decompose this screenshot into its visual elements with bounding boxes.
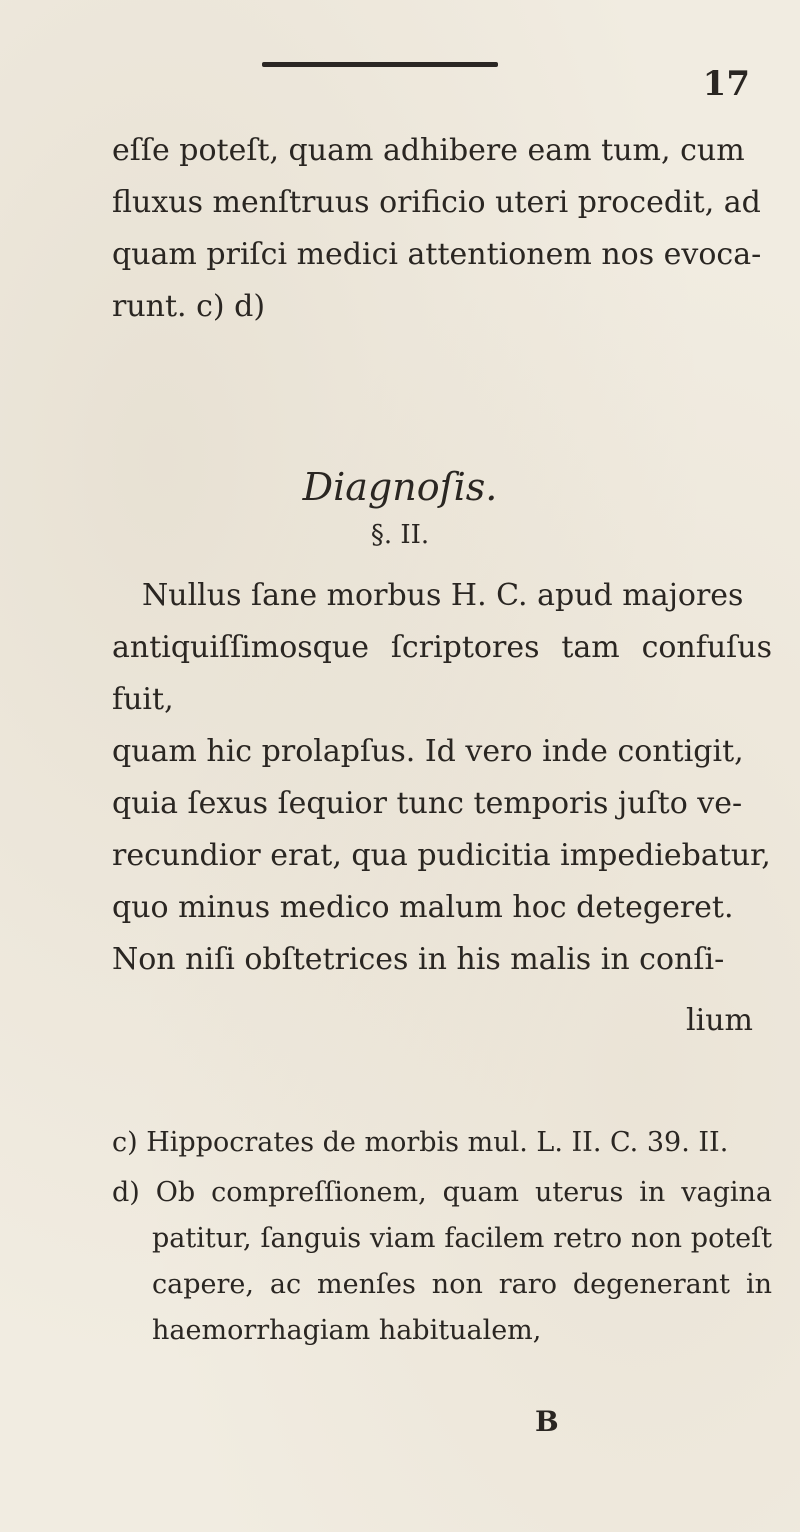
text-line: runt. c) d) xyxy=(112,289,266,324)
body-paragraph xyxy=(112,570,772,986)
text-line: recundior erat, qua pudicitia impediebatur, xyxy=(112,838,771,873)
text-line: quam hic prolapſus. Id vero inde contigit, xyxy=(112,734,744,769)
text-line: Nullus ſane morbus H. C. apud majores xyxy=(142,578,744,613)
section-number: §. II. xyxy=(370,520,430,550)
text-line: fluxus menſtruus orificio uteri procedit, ad xyxy=(112,185,761,220)
footnotes xyxy=(112,1120,772,1358)
body-text-top xyxy=(112,125,772,333)
footnote-c: c) Hippocrates de morbis mul. L. II. C. 39. II. xyxy=(112,1127,729,1158)
text-line: antiquiſſimosque ſcriptores tam confuſus fuit, xyxy=(112,630,772,717)
page-number: 17 xyxy=(702,64,750,104)
text-line: quo minus medico malum hoc detegeret. xyxy=(112,890,734,925)
signature-mark: B xyxy=(535,1405,559,1438)
text-line: Non niſi obſtetrices in his malis in conſi- xyxy=(112,942,725,977)
text-line: quam priſci medici attentionem nos evoca- xyxy=(112,237,762,272)
text-line: quia ſexus ſequior tunc temporis juſto ve- xyxy=(112,786,743,821)
header-rule xyxy=(262,62,498,67)
catchword: lium xyxy=(686,1003,753,1038)
text-line: eſſe poteſt, quam adhibere eam tum, cum xyxy=(112,133,745,168)
footnote-d: d) Ob compreſſionem, quam uterus in vagina patitur, ſanguis viam facilem retro non poteſt capere, ac menſes non raro degenerant in haemorrhagiam habitualem, xyxy=(112,1177,772,1346)
section-heading: Diagnoſis. xyxy=(302,465,498,509)
